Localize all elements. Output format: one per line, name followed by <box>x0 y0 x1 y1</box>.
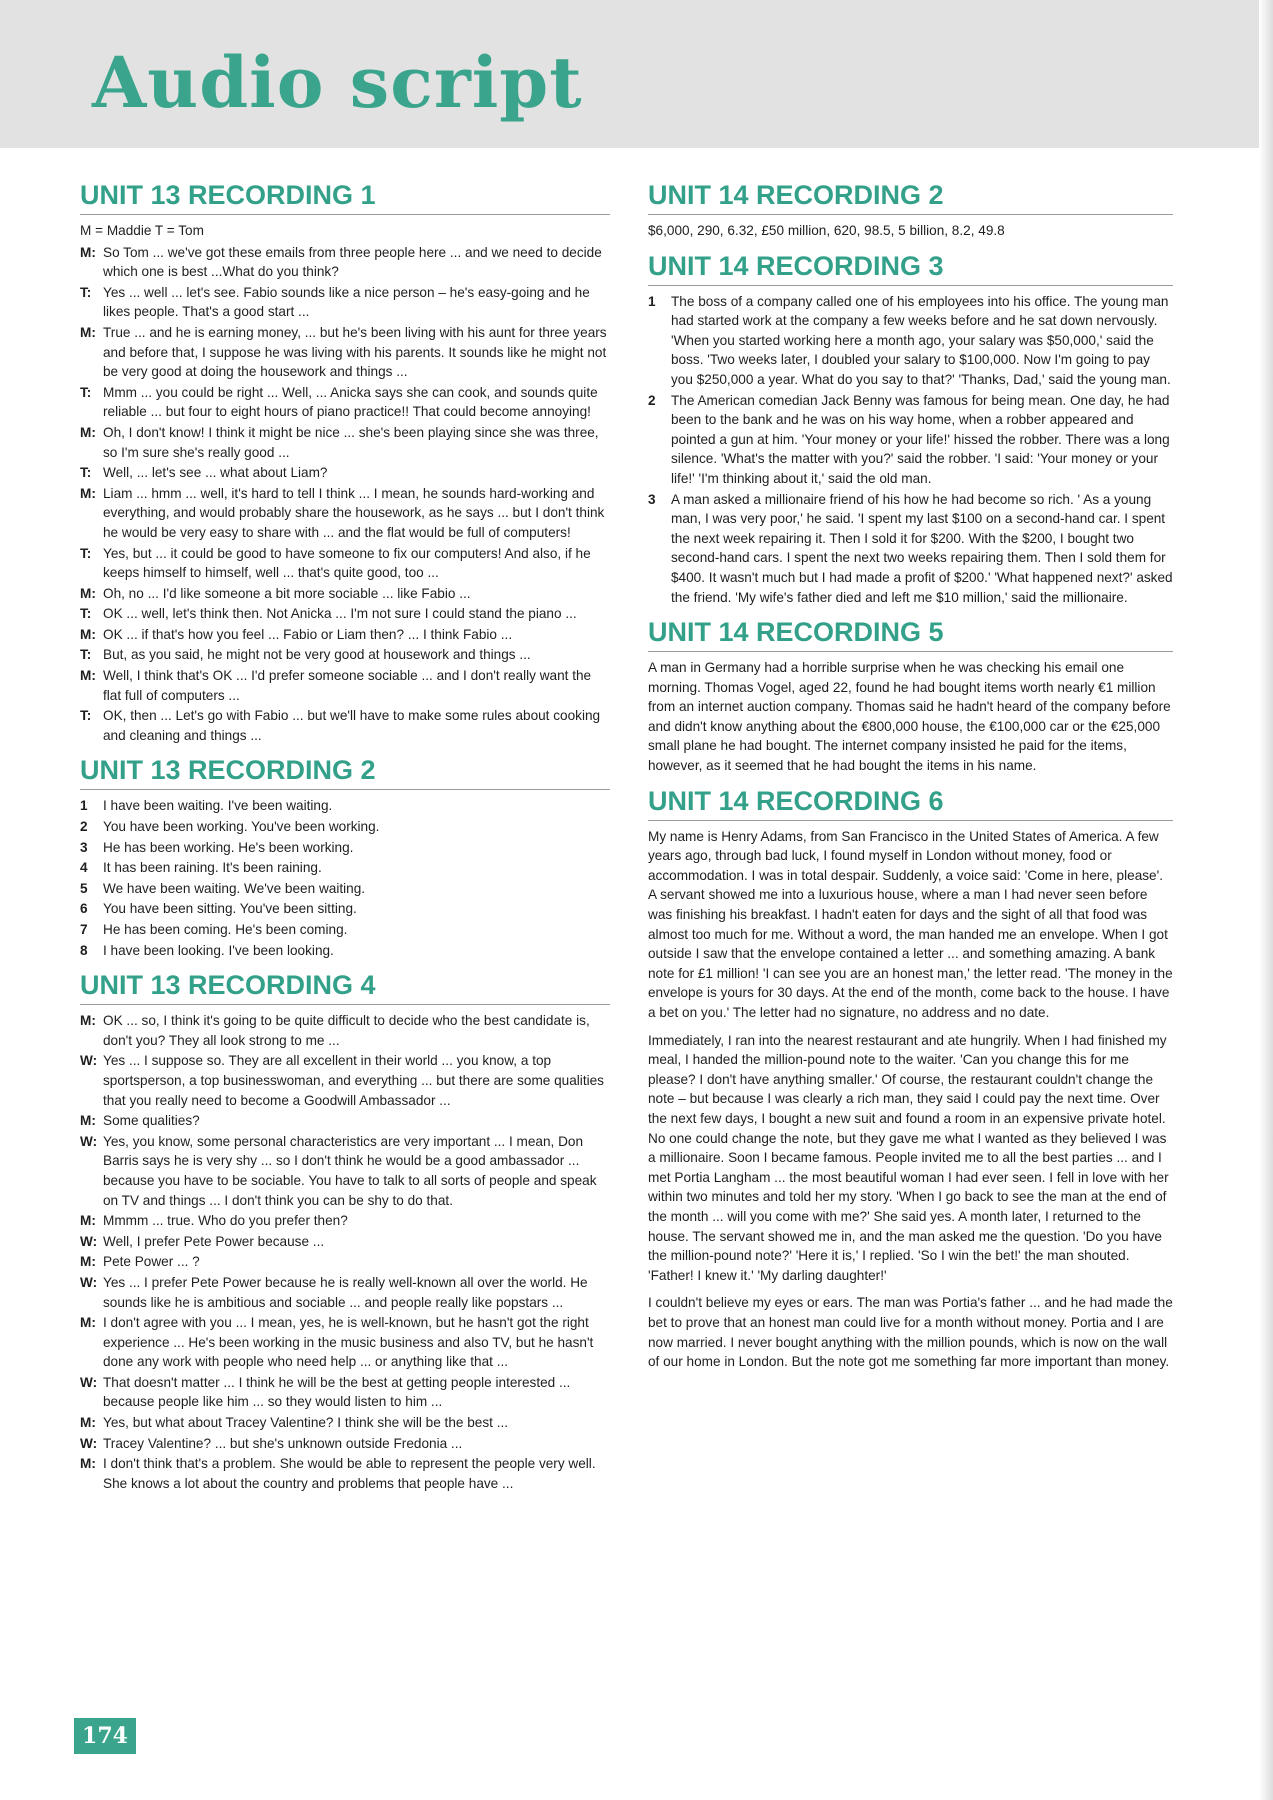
speaker-label: M: <box>80 1315 96 1331</box>
story-paragraph: I couldn't believe my eyes or ears. The man was Portia's father ... and he had made the bet to prove that an honest man could live for a month without money. Portia and I are now married. I never bought anything with the million pounds, which is now on the wall of our home in London. But the note got me something far more important than money. <box>648 1295 1173 1370</box>
dialogue-text: I don't think that's a problem. She would be able to represent the people very well. She knows a lot about the country and problems that people have ... <box>103 1456 596 1491</box>
list-item <box>80 838 610 858</box>
item-number: 2 <box>80 819 88 835</box>
dialogue-text: Some qualities? <box>103 1113 200 1129</box>
dialogue-text: OK ... well, let's think then. Not Anicka ... I'm not sure I could stand the piano ... <box>103 606 577 622</box>
list-item <box>648 490 1173 608</box>
dialogue-text: Yes, but what about Tracey Valentine? I think she will be the best ... <box>103 1415 509 1431</box>
speaker-label: M: <box>80 585 96 601</box>
unit14-recording6 <box>648 786 1173 1372</box>
speaker-label: M: <box>80 668 96 684</box>
item-text: A man asked a millionaire friend of his how he had become so rich. ' As a young man, I was very poor,' he said. 'I spent my last $100 on a second-hand car. I spent the next week repairing it. Then I sold it for $200. With the $200, I bought two second-hand cars. I spent the next two weeks repairing them. Then I sold them for $400. It wasn't much but I had made a profit of $200.' 'What happened next?' asked the friend. 'My wife's father died and left me $10 million,' said the millionaire. <box>671 491 1173 605</box>
unit14-recording5 <box>648 617 1173 776</box>
dialogue-text: Pete Power ... ? <box>103 1254 200 1270</box>
right-column <box>648 180 1173 1382</box>
story-paragraph: A man in Germany had a horrible surprise when he was checking his email one morning. Thomas Vogel, aged 22, found he had bought items worth nearly €1 million from an internet auction company. Thomas said he hadn't heard of the company before and didn't know anything about the €800,000 house, the €100,000 car or the €25,000 small plane he had bought. The internet company insisted he paid for the items, however, as it seemed that he had bought the items in his name. <box>648 660 1171 774</box>
dialogue-text: Well, I think that's OK ... I'd prefer someone sociable ... and I don't really want the flat full of computers ... <box>103 668 592 703</box>
list-item <box>648 292 1173 390</box>
dialogue-line <box>80 243 610 282</box>
dialogue-text: Yes ... well ... let's see. Fabio sounds like a nice person – he's easy-going and he likes people. That's a good start ... <box>103 284 590 320</box>
speaker-label: M: <box>80 485 96 501</box>
dialogue-text: Yes, but ... it could be good to have someone to fix our computers! And also, if he keeps himself to himself, well ... that's quite good, too ... <box>103 545 591 581</box>
story-paragraph: Immediately, I ran into the nearest restaurant and ate hungrily. When I had finished my meal, I handed the million-pound note to the waiter. 'Can you change this for me please? I don't have anything smaller.' Of course, the restaurant couldn't change the note – but because I was clearly a rich man, they said I could pay the next time. Over the next few days, I bought a new suit and found a room in an expensive private hotel. No one could change the note, but they gave me what I wanted as they believed I was a millionaire. Soon I became famous. People invited me to all the best parties ... and I met Portia Langham ... the most beautiful woman I had ever seen. I fell in love with her within two minutes and told her my story. 'When I go back to see the man at the end of the month ... will you come with me?' She said yes. A month later, I returned to the house. The servant showed me in, and the man asked me the question. 'Do you have the million-pound note?' 'Here it is,' I replied. 'So I win the bet!' the man shouted. 'Father! I knew it.' 'My darling daughter!' <box>648 1032 1169 1283</box>
section-heading: UNIT 14 RECORDING 3 <box>648 251 1173 286</box>
dialogue-line <box>80 625 610 645</box>
dialogue <box>80 1011 610 1493</box>
dialogue-text: So Tom ... we've got these emails from three people here ... and we need to decide which one is best ...What do you think? <box>103 244 602 280</box>
dialogue-text: I don't agree with you ... I mean, yes, he is well-known, but he hasn't got the right experience ... He's been working in the music business and also TV, but he hasn't done any work with people who need help ... or anything like that ... <box>103 1315 594 1370</box>
speaker-label: M: <box>80 1213 96 1229</box>
item-text: It has been raining. It's been raining. <box>103 860 322 876</box>
dialogue-line <box>80 604 610 624</box>
dialogue-line <box>80 283 610 322</box>
section-heading: UNIT 14 RECORDING 6 <box>648 786 1173 821</box>
unit13-recording4 <box>80 970 610 1493</box>
item-text: We have been waiting. We've been waiting. <box>103 880 366 896</box>
item-number: 2 <box>648 392 656 408</box>
speaker-label: M: <box>80 324 96 340</box>
list-item <box>80 796 610 816</box>
speaker-label: W: <box>80 1133 98 1149</box>
section-heading: UNIT 13 RECORDING 1 <box>80 180 610 215</box>
list-item <box>80 941 610 961</box>
speaker-label: T: <box>80 465 92 481</box>
item-text: I have been waiting. I've been waiting. <box>103 798 333 814</box>
story <box>648 827 1173 1372</box>
item-number: 8 <box>80 942 88 958</box>
list-item <box>80 899 610 919</box>
item-number: 7 <box>80 922 88 937</box>
list-item <box>80 920 610 940</box>
page-number: 174 <box>74 1718 136 1754</box>
section-heading: UNIT 14 RECORDING 5 <box>648 617 1173 652</box>
item-number: 1 <box>80 798 88 814</box>
speaker-label: T: <box>80 384 92 400</box>
speaker-label: M: <box>80 1415 96 1431</box>
dialogue-line <box>80 584 610 604</box>
dialogue-text: True ... and he is earning money, ... but he's been living with his aunt for three years and before that, I suppose he was living with his parents. It sounds like he might not be very good at doing the housework and things ... <box>103 324 607 380</box>
dialogue-line <box>80 645 610 665</box>
dialogue-text: Oh, I don't know! I think it might be nice ... she's been playing since she was three, so I'm sure she's really good ... <box>103 424 599 460</box>
speaker-label: T: <box>80 606 92 622</box>
speaker-label: T: <box>80 708 92 724</box>
dialogue-line <box>80 423 610 462</box>
item-number: 5 <box>80 880 88 896</box>
dialogue-line <box>80 1434 610 1454</box>
dialogue-text: Well, ... let's see ... what about Liam? <box>103 465 328 481</box>
dialogue-line <box>80 1051 610 1110</box>
dialogue-text: Well, I prefer Pete Power because ... <box>103 1233 325 1249</box>
speaker-label: W: <box>80 1374 98 1390</box>
numbers-line: $6,000, 290, 6.32, £50 million, 620, 98.5, 5 billion, 8.2, 49.8 <box>648 223 1005 238</box>
left-column <box>80 180 610 1503</box>
unit14-recording3 <box>648 251 1173 608</box>
dialogue-text: Oh, no ... I'd like someone a bit more sociable ... like Fabio ... <box>103 585 471 601</box>
list-item <box>80 817 610 837</box>
dialogue-line <box>80 323 610 382</box>
speaker-label: T: <box>80 284 92 300</box>
dialogue-line <box>80 1132 610 1210</box>
unit13-recording2 <box>80 755 610 960</box>
dialogue-text: Liam ... hmm ... well, it's hard to tell I think ... I mean, he sounds hard-working and everything, and would probably share the housework, as he says ... but I don't think he would be very easy to share with ... and the flat would be full of computers! <box>103 485 605 540</box>
dialogue-line <box>80 544 610 583</box>
dialogue-text: OK ... so, I think it's going to be quite difficult to decide who the best candidate is, don't you? They all look strong to me ... <box>103 1013 590 1048</box>
dialogue-text: Yes, you know, some personal characteristics are very important ... I mean, Don Barris says he is very shy ... so I don't think he would be a good ambassador ... because you have to be sociable. You have to talk to all sorts of people and speak on TV and things ... I don't think you can be shy to do that. <box>103 1133 597 1208</box>
item-text: He has been coming. He's been coming. <box>103 922 348 937</box>
dialogue-line <box>80 1373 610 1412</box>
dialogue-text: OK ... if that's how you feel ... Fabio or Liam then? ... I think Fabio ... <box>103 626 513 642</box>
speaker-label: M: <box>80 244 96 260</box>
dialogue-line <box>80 706 610 745</box>
speaker-label: M: <box>80 1254 96 1270</box>
section-heading: UNIT 13 RECORDING 4 <box>80 970 610 1005</box>
section-heading: UNIT 14 RECORDING 2 <box>648 180 1173 215</box>
dialogue-text: Mmmm ... true. Who do you prefer then? <box>103 1213 348 1229</box>
item-text: The American comedian Jack Benny was famous for being mean. One day, he had been to the bank and he was on his way home, when a robber appeared and pointed a gun at him. 'Your money or your life!' hissed the robber. There was a long silence. 'What's the matter with you?' said the robber. 'I said: 'Your money or your life!' 'I'm thinking about it,' said the old man. <box>671 392 1170 486</box>
dialogue-line <box>80 666 610 705</box>
item-number: 6 <box>80 901 88 917</box>
item-text: I have been looking. I've been looking. <box>103 942 334 958</box>
dialogue-line <box>80 463 610 483</box>
item-text: He has been working. He's been working. <box>103 839 354 855</box>
speaker-label: T: <box>80 647 92 663</box>
item-text: You have been sitting. You've been sitting. <box>103 901 357 917</box>
dialogue-line <box>80 1211 610 1231</box>
dialogue-text: Tracey Valentine? ... but she's unknown outside Fredonia ... <box>103 1435 463 1451</box>
dialogue-text: Yes ... I prefer Pete Power because he is really well-known all over the world. He sounds like he is ambitious and sociable ... and people really like popstars ... <box>103 1274 588 1310</box>
item-number: 1 <box>648 293 656 309</box>
page-title: Audio script <box>92 41 583 124</box>
speaker-legend: M = Maddie T = Tom <box>80 223 204 238</box>
dialogue-line <box>80 1232 610 1252</box>
dialogue <box>80 243 610 746</box>
dialogue-line <box>80 1313 610 1372</box>
speaker-label: W: <box>80 1435 98 1451</box>
dialogue-line <box>80 484 610 543</box>
speaker-label: W: <box>80 1274 98 1290</box>
dialogue-line <box>80 1273 610 1312</box>
speaker-label: T: <box>80 545 92 561</box>
dialogue-text: That doesn't matter ... I think he will be the best at getting people interested ... because people like him ... so they would listen to him ... <box>103 1374 571 1410</box>
story-paragraph: My name is Henry Adams, from San Francisco in the United States of America. A few years ago, through bad luck, I found myself in London without money, food or accommodation. I was in total despair. Suddenly, a voice said: 'Come in here, please'. A servant showed me into a luxurious house, where a man I had never seen before was finishing his breakfast. I hadn't eaten for days and the sight of all that food was almost too much for me. Without a word, the man handed me an envelope. When I got outside I saw that the envelope contained a letter ... and something amazing. A bank note for £1 million! 'I can see you are an honest man,' the letter read. 'The money in the envelope is yours for 30 days. At the end of the month, come back to the house. I have a bet on you.' The letter had no signature, no address and no date. <box>648 828 1173 1020</box>
section-heading: UNIT 13 RECORDING 2 <box>80 755 610 790</box>
numbered-list <box>648 292 1173 608</box>
list-item <box>648 391 1173 489</box>
item-number: 4 <box>80 860 88 876</box>
dialogue-line <box>80 1252 610 1272</box>
item-number: 3 <box>648 491 656 507</box>
dialogue-text: Mmm ... you could be right ... Well, ... Anicka says she can cook, and sounds quite reliable ... but four to eight hours of piano practice!! That could become annoying! <box>103 384 598 420</box>
speaker-label: M: <box>80 1456 96 1472</box>
speaker-label: M: <box>80 424 96 440</box>
item-number: 3 <box>80 839 88 855</box>
speaker-label: W: <box>80 1233 98 1249</box>
dialogue-text: But, as you said, he might not be very good at housework and things ... <box>103 647 531 663</box>
dialogue-text: Yes ... I suppose so. They are all excellent in their world ... you know, a top sportsperson, a top businesswoman, and everything ... but there are some qualities that you really need to become a Goodwill Ambassador ... <box>103 1053 604 1108</box>
dialogue-line <box>80 1413 610 1433</box>
unit13-recording1 <box>80 180 610 745</box>
list-item <box>80 879 610 899</box>
dialogue-text: OK, then ... Let's go with Fabio ... but we'll have to make some rules about cooking and cleaning and things ... <box>103 708 601 743</box>
page-edge-shadow <box>1259 0 1273 1800</box>
speaker-label: M: <box>80 626 96 642</box>
item-text: The boss of a company called one of his employees into his office. The young man had started work at the company a few weeks before and he sat down nervously. 'When you started working here a month ago, your salary was $50,000,' said the boss. 'Two weeks later, I doubled your salary to $100,000. Now I'm going to pay you $250,000 a year. What do you say to that?' 'Thanks, Dad,' said the young man. <box>671 293 1171 387</box>
numbered-list <box>80 796 610 960</box>
dialogue-line <box>80 1454 610 1493</box>
unit14-recording2 <box>648 180 1173 241</box>
dialogue-line <box>80 1111 610 1131</box>
item-text: You have been working. You've been working. <box>103 819 380 835</box>
list-item <box>80 858 610 878</box>
speaker-label: M: <box>80 1113 96 1129</box>
speaker-label: W: <box>80 1053 98 1069</box>
dialogue-line <box>80 1011 610 1050</box>
speaker-label: M: <box>80 1013 96 1029</box>
dialogue-line <box>80 383 610 422</box>
